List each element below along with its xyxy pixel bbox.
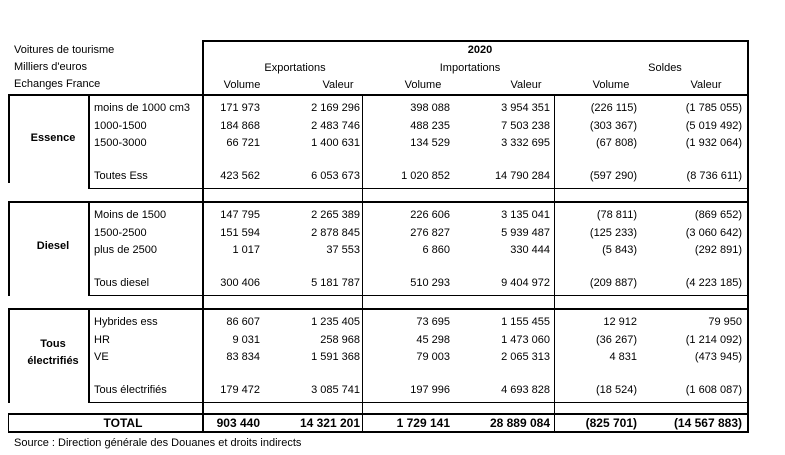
table-cell: 1 400 631 <box>311 137 360 149</box>
table-cell: 276 827 <box>410 226 450 239</box>
grid-line <box>88 188 749 189</box>
grand-total-export-value: 14 321 201 <box>299 416 360 430</box>
table-cell: 258 968 <box>320 333 360 346</box>
table-cell: 86 607 <box>226 316 260 328</box>
grid-line <box>202 40 204 95</box>
grid-line <box>8 431 749 433</box>
table-cell: 151 594 <box>220 226 260 239</box>
grid-line <box>88 295 749 296</box>
grid-line <box>88 402 749 403</box>
subtotal-cell: 3 085 741 <box>311 384 360 396</box>
table-cell: 2 065 313 <box>501 351 550 363</box>
table-cell: 9 031 <box>232 333 260 346</box>
grand-total-export-volume: 903 440 <box>216 416 260 430</box>
row-label: 1500-2500 <box>94 226 147 239</box>
table-cell: (226 115) <box>590 102 637 114</box>
subtotal-cell: (4 223 185) <box>685 277 742 289</box>
grid-line <box>8 413 749 415</box>
header-label-scope: Echanges France <box>14 78 101 90</box>
grid-line <box>202 40 749 42</box>
table-cell: 2 265 389 <box>311 209 360 221</box>
table-cell: 3 135 041 <box>501 209 550 221</box>
table-cell: 488 235 <box>410 119 450 132</box>
table-cell: (1 932 064) <box>685 137 742 149</box>
table-cell: 79 950 <box>708 316 742 328</box>
subtotal-cell: 510 293 <box>410 277 450 289</box>
row-label: Moins de 1500 <box>94 209 167 221</box>
subheader-balance-value: Valeur <box>690 79 722 91</box>
table-cell: (36 267) <box>596 333 637 346</box>
subheader-import-value: Valeur <box>510 79 542 91</box>
grid-line <box>747 94 749 433</box>
section-name-essence: Essence <box>30 132 76 144</box>
table-cell: 134 529 <box>410 137 450 149</box>
subheader-export-volume: Volume <box>223 79 261 91</box>
table-cell: (125 233) <box>589 226 637 239</box>
table-cell: (5 019 492) <box>685 119 742 132</box>
subtotal-label: Tous électrifiés <box>94 384 167 396</box>
subtotal-label: Tous diesel <box>94 277 150 289</box>
subtotal-cell: (1 608 087) <box>685 384 742 396</box>
subtotal-cell: 197 996 <box>410 384 450 396</box>
subtotal-cell: (8 736 611) <box>686 170 742 182</box>
header-group-balances: Soldes <box>648 62 682 74</box>
table-cell: 45 298 <box>416 333 450 346</box>
table-cell: 4 831 <box>609 351 637 363</box>
table-cell: (78 811) <box>596 209 637 221</box>
table-cell: 1 235 405 <box>311 316 360 328</box>
source-note: Source : Direction générale des Douanes et droits indirects <box>14 437 302 449</box>
table-cell: 1 017 <box>232 244 260 256</box>
row-label: 1000-1500 <box>94 119 147 132</box>
grand-total-balance-value: (14 567 883) <box>673 416 742 430</box>
subtotal-label: Toutes Ess <box>94 170 148 182</box>
table-cell: 147 795 <box>220 209 260 221</box>
header-year: 2020 <box>467 44 493 56</box>
table-cell: 2 483 746 <box>311 119 360 132</box>
subtotal-cell: 423 562 <box>220 170 260 182</box>
subheader-balance-volume: Volume <box>592 79 630 91</box>
subtotal-cell: 179 472 <box>220 384 260 396</box>
grid-line <box>8 308 749 310</box>
row-label: moins de 1000 cm3 <box>94 102 190 114</box>
table-cell: 7 503 238 <box>501 119 550 132</box>
subtotal-cell: 4 693 828 <box>501 384 550 396</box>
table-cell: 3 332 695 <box>501 137 550 149</box>
grand-total-import-volume: 1 729 141 <box>396 416 450 430</box>
grid-line <box>8 201 10 296</box>
grid-line <box>554 94 555 433</box>
grid-line <box>202 94 204 433</box>
subtotal-cell: (597 290) <box>589 170 637 182</box>
table-cell: 1 473 060 <box>501 333 550 346</box>
header-label-vehicle-type: Voitures de tourisme <box>14 44 115 56</box>
section-name-electrified-line2: électrifiés <box>27 355 79 367</box>
grand-total-label: TOTAL <box>103 416 143 430</box>
table-cell: (303 367) <box>589 119 637 132</box>
grand-total-import-value: 28 889 084 <box>489 416 550 430</box>
table-cell: 171 973 <box>220 102 260 114</box>
header-group-imports: Importations <box>439 62 501 74</box>
table-cell: 3 954 351 <box>501 102 550 114</box>
table-cell: 66 721 <box>226 137 260 149</box>
subtotal-cell: (18 524) <box>596 384 637 396</box>
grid-line <box>8 94 749 96</box>
row-label: HR <box>94 333 110 346</box>
grand-total-balance-volume: (825 701) <box>585 416 637 430</box>
table-cell: 398 088 <box>410 102 450 114</box>
subtotal-cell: 9 404 972 <box>501 277 550 289</box>
table-cell: (473 945) <box>694 351 742 363</box>
grid-line <box>362 94 363 433</box>
table-cell: 79 003 <box>416 351 450 363</box>
grid-line <box>8 413 9 433</box>
grid-line <box>8 308 10 403</box>
section-name-diesel: Diesel <box>36 240 70 252</box>
table-cell: 226 606 <box>410 209 450 221</box>
subheader-import-volume: Volume <box>404 79 442 91</box>
table-cell: 73 695 <box>416 316 450 328</box>
table-cell: (292 891) <box>694 244 742 256</box>
header-label-unit: Milliers d'euros <box>14 61 88 73</box>
subtotal-cell: 6 053 673 <box>311 170 360 182</box>
subtotal-cell: 5 181 787 <box>311 277 360 289</box>
table-cell: 12 912 <box>603 316 637 328</box>
subtotal-cell: (209 887) <box>589 277 637 289</box>
header-group-exports: Exportations <box>264 62 326 74</box>
table-cell: (3 060 642) <box>685 226 742 239</box>
table-cell: (5 843) <box>602 244 637 256</box>
grid-line <box>8 94 10 183</box>
table-cell: 2 878 845 <box>311 226 360 239</box>
grid-line <box>88 201 90 296</box>
grid-line <box>88 308 90 403</box>
table-cell: 2 169 296 <box>311 102 360 114</box>
table-cell: 184 868 <box>220 119 260 132</box>
table-cell: 37 553 <box>326 244 360 256</box>
grid-line <box>8 201 749 203</box>
subtotal-cell: 300 406 <box>220 277 260 289</box>
table-cell: 6 860 <box>422 244 450 256</box>
table-cell: (1 214 092) <box>685 333 742 346</box>
table-cell: 1 155 455 <box>501 316 550 328</box>
table-cell: (869 652) <box>694 209 742 221</box>
row-label: plus de 2500 <box>94 244 157 256</box>
table-cell: 1 591 368 <box>311 351 360 363</box>
subtotal-cell: 14 790 284 <box>494 170 550 182</box>
table-cell: (67 808) <box>596 137 637 149</box>
subheader-export-value: Valeur <box>322 79 354 91</box>
table-cell: (1 785 055) <box>685 102 742 114</box>
subtotal-cell: 1 020 852 <box>401 170 450 182</box>
row-label: VE <box>94 351 109 363</box>
section-name-electrified-line1: Tous <box>40 338 66 350</box>
grid-line <box>88 94 90 189</box>
table-cell: 83 834 <box>226 351 260 363</box>
grid-line <box>747 40 749 95</box>
row-label: 1500-3000 <box>94 137 147 149</box>
row-label: Hybrides ess <box>94 316 158 328</box>
table-cell: 330 444 <box>510 244 550 256</box>
table-cell: 5 939 487 <box>501 226 550 239</box>
